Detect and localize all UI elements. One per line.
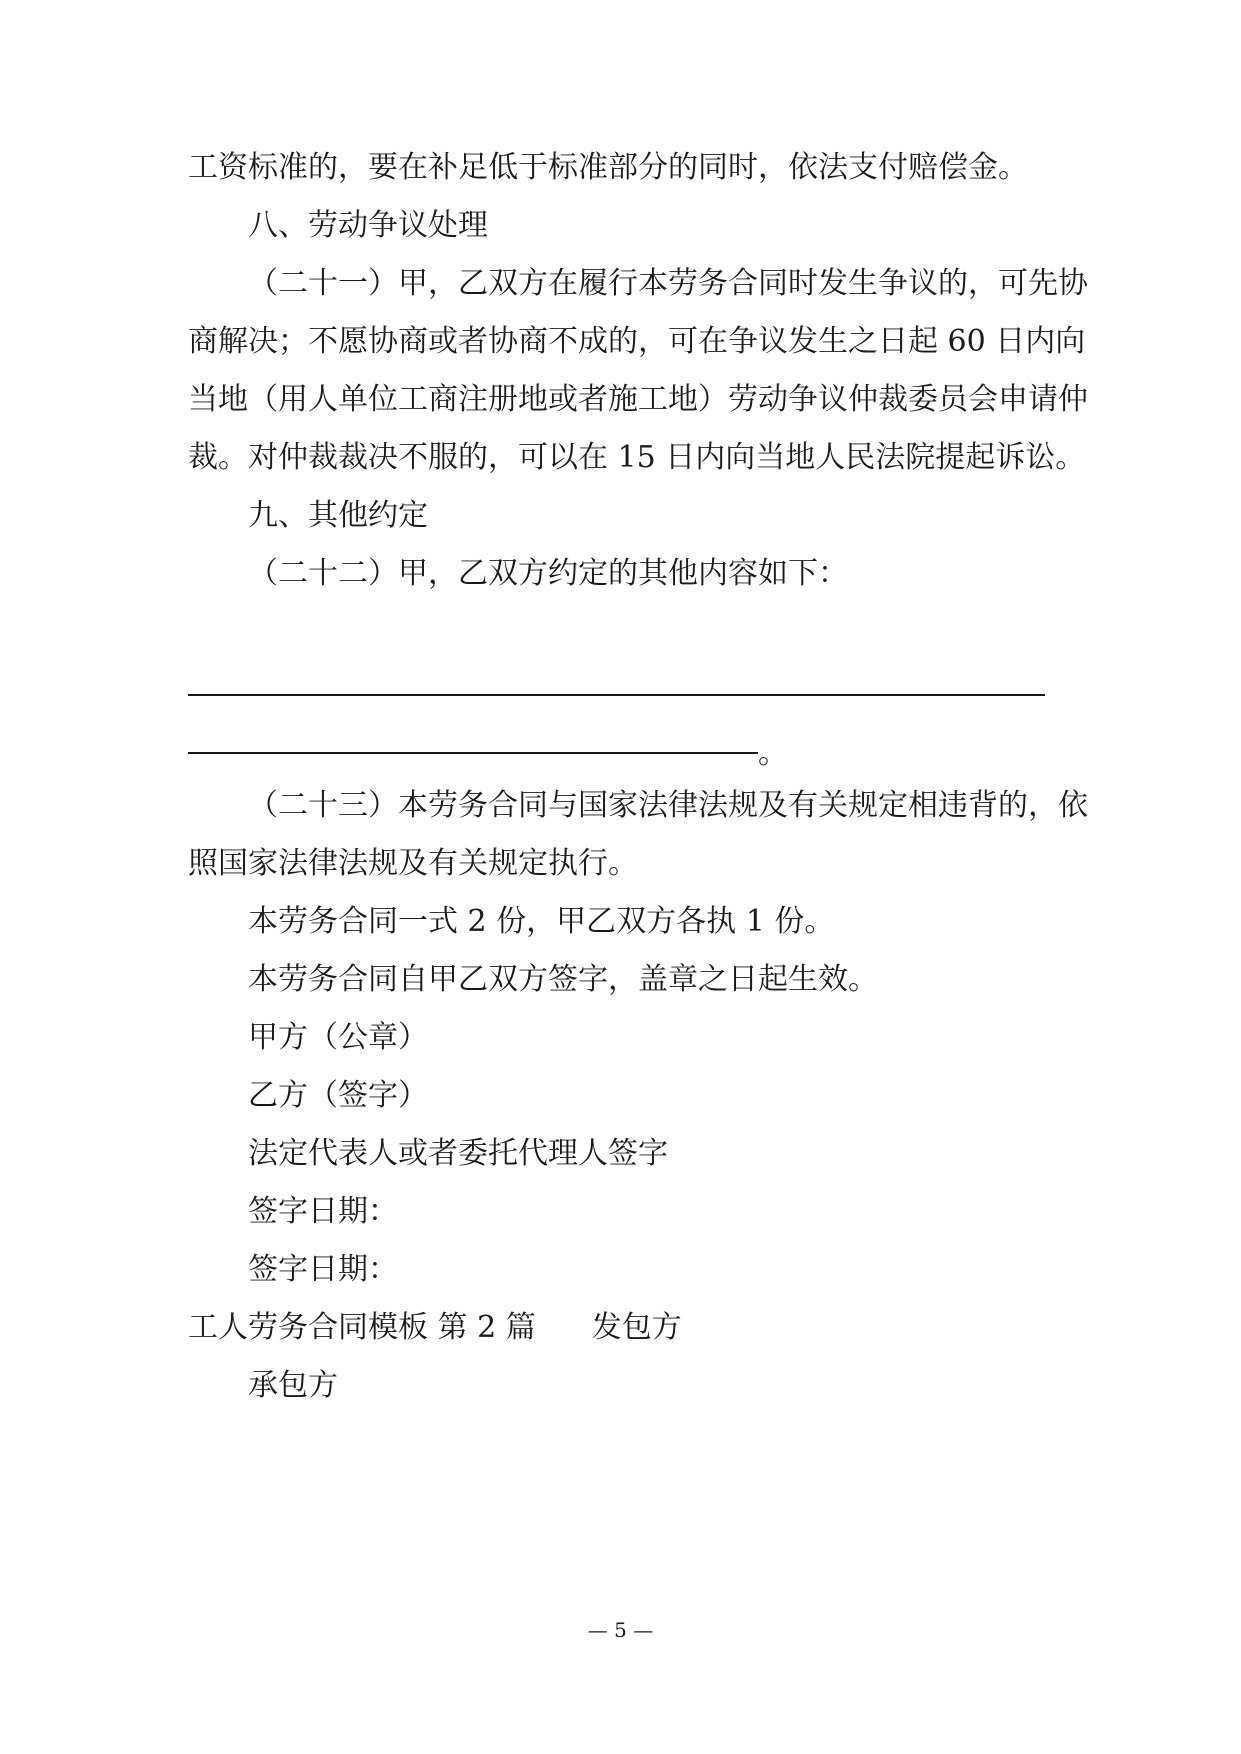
sign-date-label: 签字日期： — [248, 1194, 398, 1229]
clause-23-line-1: （二十三）本劳务合同与国家法律法规及有关规定相违背的，依 — [248, 788, 1088, 823]
next-section-title: 工人劳务合同模板 第 2 篇 — [188, 1310, 536, 1345]
party-b-signature-label: 乙方（签字） — [248, 1078, 428, 1113]
blank-fill-end-mark: 。 — [758, 736, 788, 771]
clause-21-line-1: （二十一）甲，乙双方在履行本劳务合同时发生争议的，可先协 — [248, 266, 1088, 301]
blank-fill-line-1 — [188, 694, 1045, 696]
party-a-seal-label: 甲方（公章） — [248, 1020, 428, 1055]
paragraph-line: 工资标准的，要在补足低于标准部分的同时，依法支付赔偿金。 — [188, 150, 1028, 185]
clause-21-line-2: 商解决；不愿协商或者协商不成的，可在争议发生之日起 60 日内向 — [188, 324, 1086, 359]
section-heading-9: 九、其他约定 — [248, 498, 428, 533]
effective-clause: 本劳务合同自甲乙双方签字，盖章之日起生效。 — [248, 962, 878, 997]
subcontractor-label: 承包方 — [248, 1368, 338, 1403]
section-heading-8: 八、劳动争议处理 — [248, 208, 488, 243]
representative-signature-label: 法定代表人或者委托代理人签字 — [248, 1136, 668, 1171]
sign-date-label: 签字日期： — [248, 1252, 398, 1287]
clause-21-line-4: 裁。对仲裁裁决不服的，可以在 15 日内向当地人民法院提起诉讼。 — [188, 440, 1086, 475]
page-number: — 5 — — [587, 1618, 654, 1642]
blank-fill-line-2 — [188, 752, 758, 754]
clause-22: （二十二）甲，乙双方约定的其他内容如下： — [248, 556, 848, 591]
copies-clause: 本劳务合同一式 2 份，甲乙双方各执 1 份。 — [248, 904, 835, 939]
contractor-label: 发包方 — [591, 1310, 682, 1345]
next-section-line — [188, 1308, 1068, 1348]
clause-21-line-3: 当地（用人单位工商注册地或者施工地）劳动争议仲裁委员会申请仲 — [188, 382, 1088, 417]
clause-23-line-2: 照国家法律法规及有关规定执行。 — [188, 846, 638, 881]
